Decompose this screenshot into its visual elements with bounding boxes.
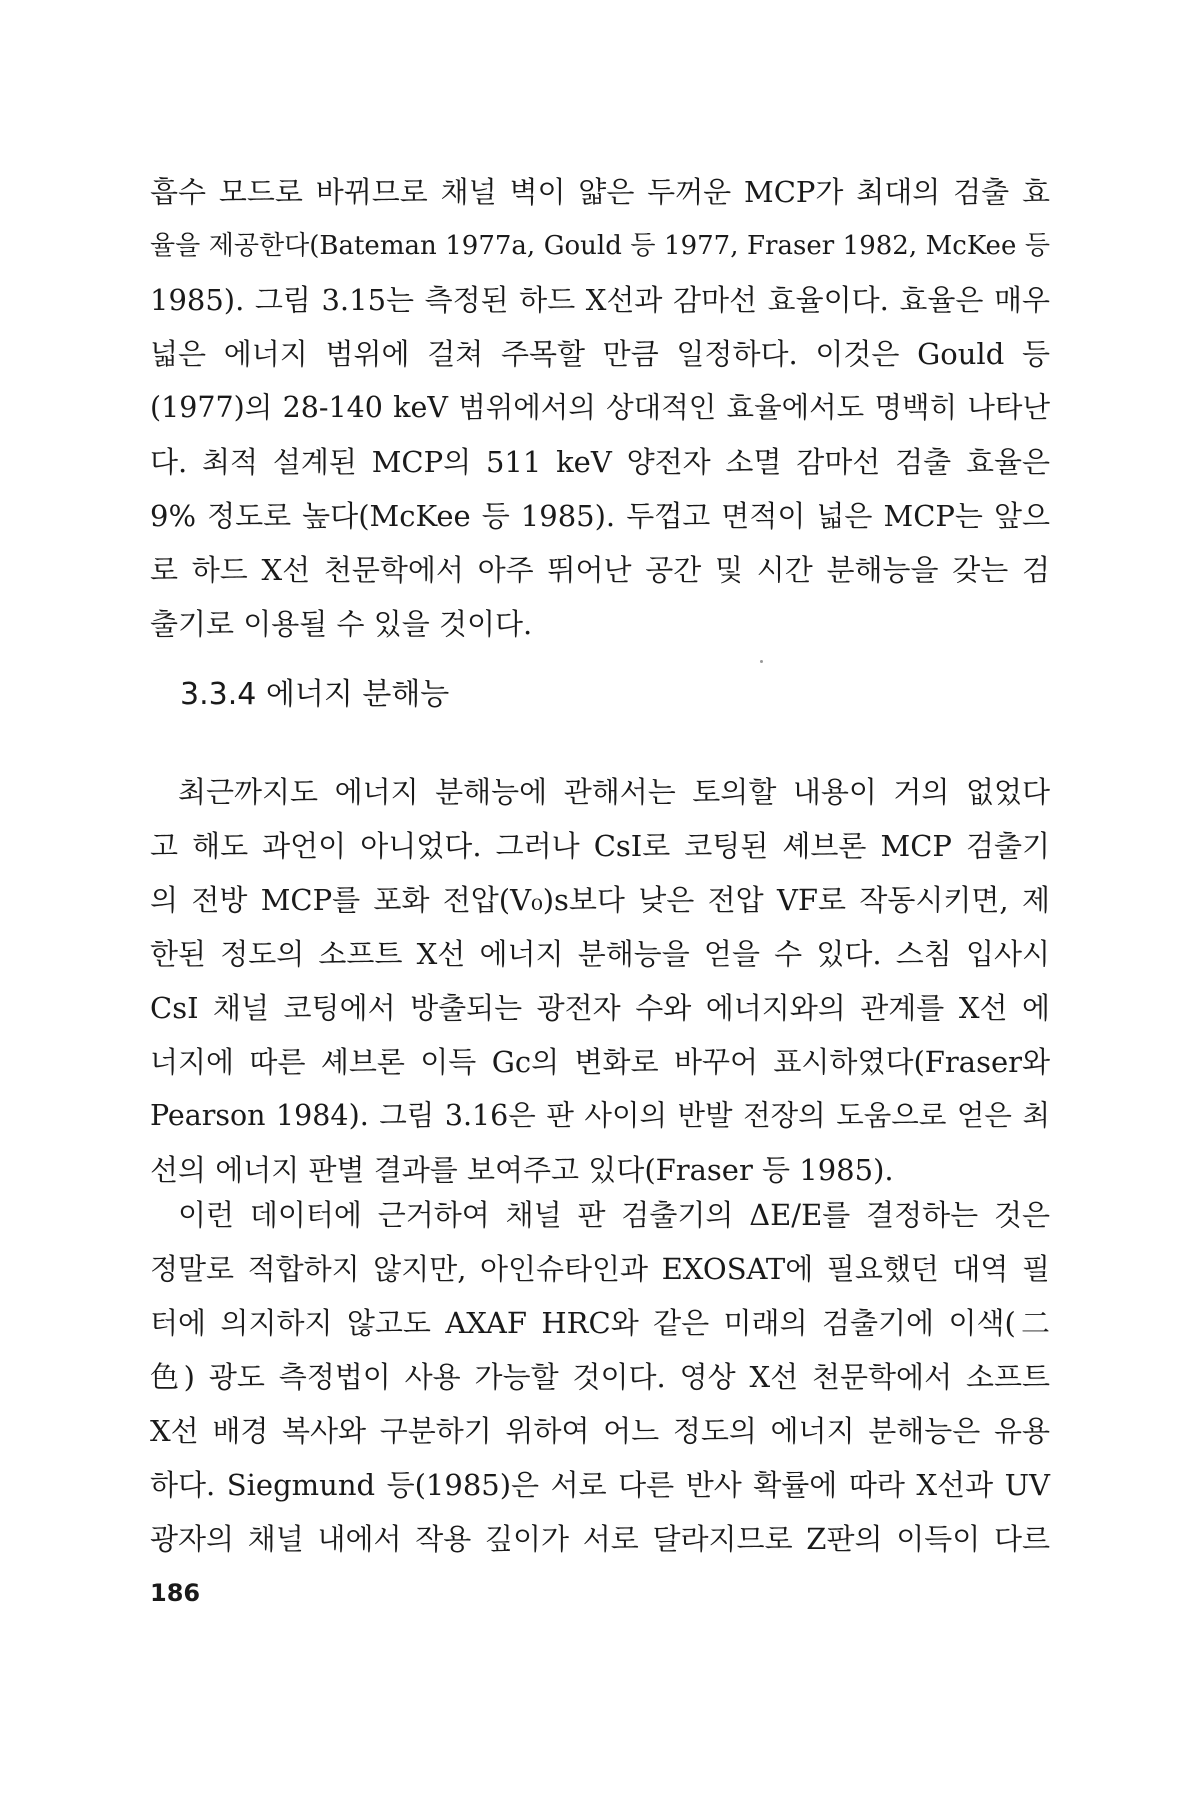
section-heading: 3.3.4 에너지 분해능 [180,677,450,712]
text-line: 광자의 채널 내에서 작용 깊이가 서로 달라지므로 Z판의 이득이 다르 [150,1522,1050,1556]
text-line: 너지에 따른 셰브론 이득 Gc의 변화로 바꾸어 표시하였다(Fraser와 [150,1045,1050,1079]
text-line: 터에 의지하지 않고도 AXAF HRC와 같은 미래의 검출기에 이색(二 [150,1306,1050,1340]
text-line: 흡수 모드로 바뀌므로 채널 벽이 얇은 두꺼운 MCP가 최대의 검출 효 [150,175,1050,209]
text-line: (1977)의 28-140 keV 범위에서의 상대적인 효율에서도 명백히 나타난 [150,391,1050,424]
text-line: 한된 정도의 소프트 X선 에너지 분해능을 얻을 수 있다. 스침 입사시 [150,937,1050,971]
page-number: 186 [150,1579,201,1607]
text-line: 이런 데이터에 근거하여 채널 판 검출기의 ΔE/E를 결정하는 것은 [178,1198,1050,1232]
text-line: 최근까지도 에너지 분해능에 관해서는 토의할 내용이 거의 없었다 [178,775,1050,809]
text-line: 다. 최적 설계된 MCP의 511 keV 양전자 소멸 감마선 검출 효율은 [150,445,1050,479]
text-line: 넓은 에너지 범위에 걸쳐 주목할 만큼 일정하다. 이것은 Gould 등 [150,337,1050,371]
text-line: 정말로 적합하지 않지만, 아인슈타인과 EXOSAT에 필요했던 대역 필 [150,1252,1050,1286]
scan-speck [760,660,763,663]
text-line: 출기로 이용될 수 있을 것이다. [150,607,533,641]
text-line: Pearson 1984). 그림 3.16은 판 사이의 반발 전장의 도움으로 얻은 최 [150,1099,1050,1132]
text-line: 율을 제공한다(Bateman 1977a, Gould 등 1977, Fraser 1982, McKee 등 [150,231,1050,261]
text-line: 로 하드 X선 천문학에서 아주 뛰어난 공간 및 시간 분해능을 갖는 검 [150,553,1050,587]
text-line: 1985). 그림 3.15는 측정된 하드 X선과 감마선 효율이다. 효율은 매우 [150,283,1050,317]
text-line: 하다. Siegmund 등(1985)은 서로 다른 반사 확률에 따라 X선과 UV [150,1468,1050,1502]
body-paragraph-3 [150,1188,1050,1566]
text-line: 의 전방 MCP를 포화 전압(V₀)s보다 낮은 전압 VF로 작동시키면, 제 [150,883,1050,917]
text-line: 고 해도 과언이 아니었다. 그러나 CsI로 코팅된 셰브론 MCP 검출기 [150,829,1050,863]
body-paragraph-1 [150,165,1050,651]
text-line: 色) 광도 측정법이 사용 가능할 것이다. 영상 X선 천문학에서 소프트 [150,1360,1050,1394]
text-line: 선의 에너지 판별 결과를 보여주고 있다(Fraser 등 1985). [150,1153,894,1187]
text-line: CsI 채널 코팅에서 방출되는 광전자 수와 에너지와의 관계를 X선 에 [150,991,1050,1025]
body-paragraph-2 [150,765,1050,1197]
text-line: 9% 정도로 높다(McKee 등 1985). 두껍고 면적이 넓은 MCP는 앞으 [150,499,1050,533]
text-line: X선 배경 복사와 구분하기 위하여 어느 정도의 에너지 분해능은 유용 [150,1414,1050,1448]
